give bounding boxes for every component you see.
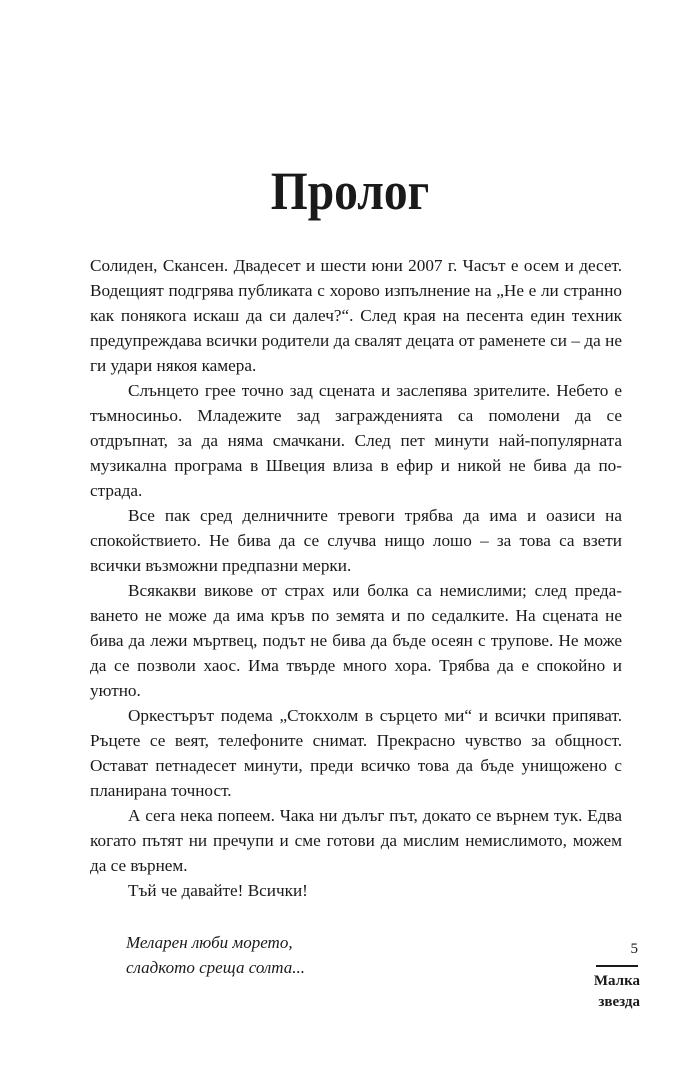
paragraph-5: Оркестърът подема „Стокхолм в сърцето ми“ и всички припяват. Ръцете се веят, телефоните снимат. Прекрасно чувство за общност. Остават петнадесет минути, преди всичко това да бъде унищожено с планирана точност.: [90, 706, 622, 800]
paragraph-2: Слънцето грее точно зад сцената и заслепява зрителите. Небето е тъмносиньо. Младежите зад загражденията са помолени да се отдръпнат, за да няма смачкани. След пет минути най-популярната музикална програма в Швеция влиза в ефир и никой не бива да пострада.: [90, 381, 622, 500]
paragraph-4: Всякакви викове от страх или болка са немислими; след предаването не може да има кръв по земята и по седалките. На сцената не бива да лежи мъртвец, подът не бива да бъде осеян с трупове. Не може да се позволи хаос. Има твърде много хора. Трябва да е спокойно и уютно.: [90, 581, 622, 700]
book-title-line-1: Малка: [593, 973, 640, 989]
running-title-rule: [596, 965, 638, 967]
paragraph-3: Все пак сред делничните тревоги трябва да има и оазиси на спокойствието. Не бива да се случва нищо лошо – за това са взети всички възможни предпазни мерки.: [90, 506, 622, 575]
chapter-title: Пролог: [270, 161, 430, 221]
verse-quote: [126, 930, 305, 980]
paragraph-7: Тъй че давайте! Всички!: [128, 881, 308, 900]
verse-line-2: сладкото среща солта...: [126, 958, 306, 977]
paragraph-1: Солиден, Скансен. Двадесет и шести юни 2007 г. Часът е осем и десет. Водещият подгрява публиката с хорово изпълнение на „Не е ли странно как понякога искаш да си далеч?“. След края на песента един техник предупреждава всички родители да свалят децата от раменете си – да не ги удари някоя камера.: [90, 256, 622, 375]
body-text: [90, 253, 622, 903]
running-book-title: [590, 971, 640, 1013]
verse-line-1: Меларен люби морето,: [126, 933, 293, 952]
page-number: 5: [630, 941, 638, 957]
paragraph-6: А сега нека попеем. Чака ни дълъг път, докато се върнем тук. Едва когато пътят ни пречупи и сме готови да мислим немислимото, можем да се върнем.: [90, 806, 622, 875]
book-title-line-2: звезда: [598, 994, 640, 1010]
